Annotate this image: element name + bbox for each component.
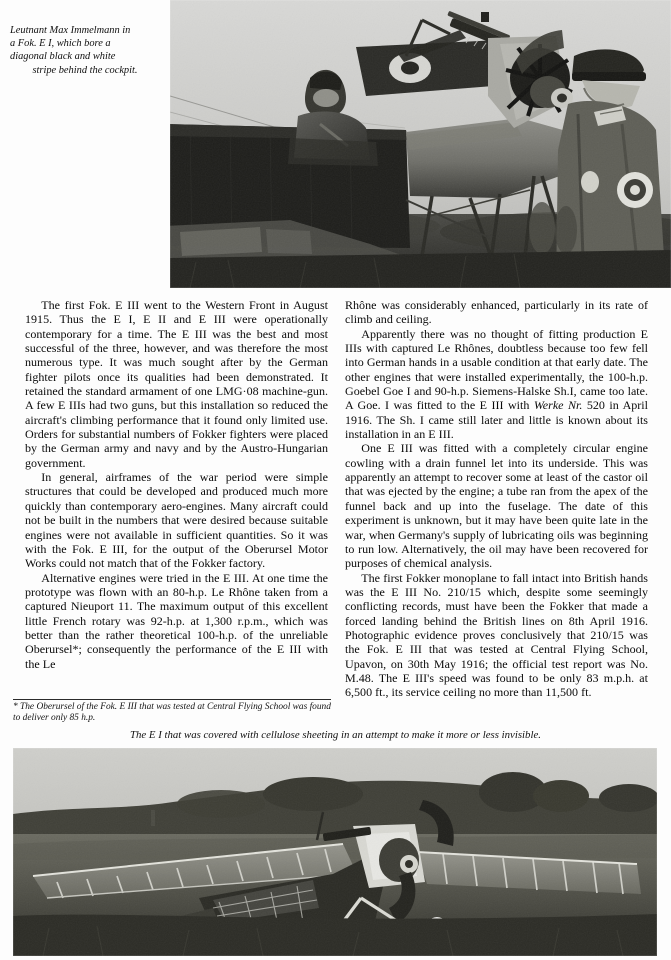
- footnote-text: The Oberursel of the Fok. E III that was tested at Central Flying School was found to deliver only 85 h.p.: [13, 702, 331, 724]
- paragraph-right-4: The first Fokker monoplane to fall intact into British hands was the E III No. 210/15 which, despite some seemingly conflicting records, must have been the Fokker that made a forced landing behind the British lines on 8th April 1916. Photographic evidence proves conclusively that 210/15 was the Fok. E III that was tested at Central Flying School, Upavon, on 30th May 1916; the official test report was No. M.48. The E III's speed was found to be only 83 m.p.h. at 6,500 ft., its service ceiling no more than 11,500 ft.: [345, 570, 648, 700]
- paragraph-right-3: One E III was fitted with a completely circular engine cowling with a drain funnel let into its underside. This was apparently an attempt to recover some at least of the castor oil that was ejected by the engine; a tube ran from the apex of the funnel back and up into the fuselage. The date of this experiment is unknown, but it may have been quite late in the war, when Germany's supply of lubricating oils was beginning to run low. Alternatively, the oil may have been recovered for purposes of chemical analysis.: [345, 441, 648, 571]
- body-column-left: [25, 298, 328, 671]
- photo-cellulose-covered-e1: [13, 748, 657, 956]
- caption-top-line-4: stripe behind the cockpit.: [32, 64, 138, 76]
- photo-cellulose-image: [13, 748, 657, 956]
- footnote: [13, 702, 335, 725]
- paragraph-left-2: In general, airframes of the war period were simple structures that could be developed and produced much more quickly than contemporary aero-engines. Many aircraft could not be built in the numbers that were desired because suitable engines were not available in sufficient quantities. So it was with the Fok. E III, for the output of the Oberursel Motor Works could not match that of the Fokker factory.: [25, 470, 328, 571]
- caption-top-line-1: Leutnant Max Immelmann in: [10, 25, 131, 36]
- caption-bottom-text: The E I that was covered with cellulose sheeting in an attempt to make it more or less invisible.: [130, 729, 541, 741]
- paragraph-left-1: The first Fok. E III went to the Western Front in August 1915. Thus the E I, E II and E III were operationally contemporary for a time. The E III was the best and most successful of the three, however, and was therefore the most numerous type. It was much sought after by the German fighter pilots once its qualities had been demonstrated. It retained the standard armament of one LMG·08 machine-gun. A few E IIIs had two guns, but this installation so reduced the aircraft's climbing performance that it found only limited use. Orders for substantial numbers of Fokker fighters were placed by the German army and navy and by the Austro-Hungarian government.: [25, 298, 328, 470]
- caption-top-line-3: diagonal black and white: [10, 51, 116, 63]
- footnote-marker: *: [13, 702, 18, 712]
- paragraph-right-2: Apparently there was no thought of fitting production E IIIs with captured Le Rhônes, doubtless because too few fell into German hands in a usable condition at that early date. The other engines that were installed experimentally, the 100-h.p. Goebel Goe I and 90-h.p. Siemens-Halske Sh.I, came too late. A Goe. I was fitted to the E III with Werke Nr. 520 in April 1916. The Sh. I came still later and little is known about its installation in an E III.: [345, 326, 648, 442]
- footnote-separator-rule: [13, 699, 331, 700]
- paragraph-right-1: Rhône was considerably enhanced, particularly in its rate of climb and ceiling.: [345, 298, 648, 327]
- caption-top-line-2: a Fok. E I, which bore a: [10, 38, 111, 50]
- caption-bottom-photo: [0, 729, 671, 742]
- photo-immelmann-fokker-e1: [170, 0, 671, 288]
- body-column-right: [345, 298, 648, 700]
- paragraph-left-3: Alternative engines were tried in the E III. At one time the prototype was flown with an 80-h.p. Le Rhône taken from a captured Nieuport 11. The maximum output of this excellent little French rotary was 92-h.p. at 1,300 r.p.m., which was better than the rather theoretical 100-h.p. of the unreliable Oberursel*; consequently the performance of the E III with the Le: [25, 570, 328, 671]
- photo-immelmann-image: [170, 0, 671, 288]
- caption-top-photo: [10, 24, 160, 77]
